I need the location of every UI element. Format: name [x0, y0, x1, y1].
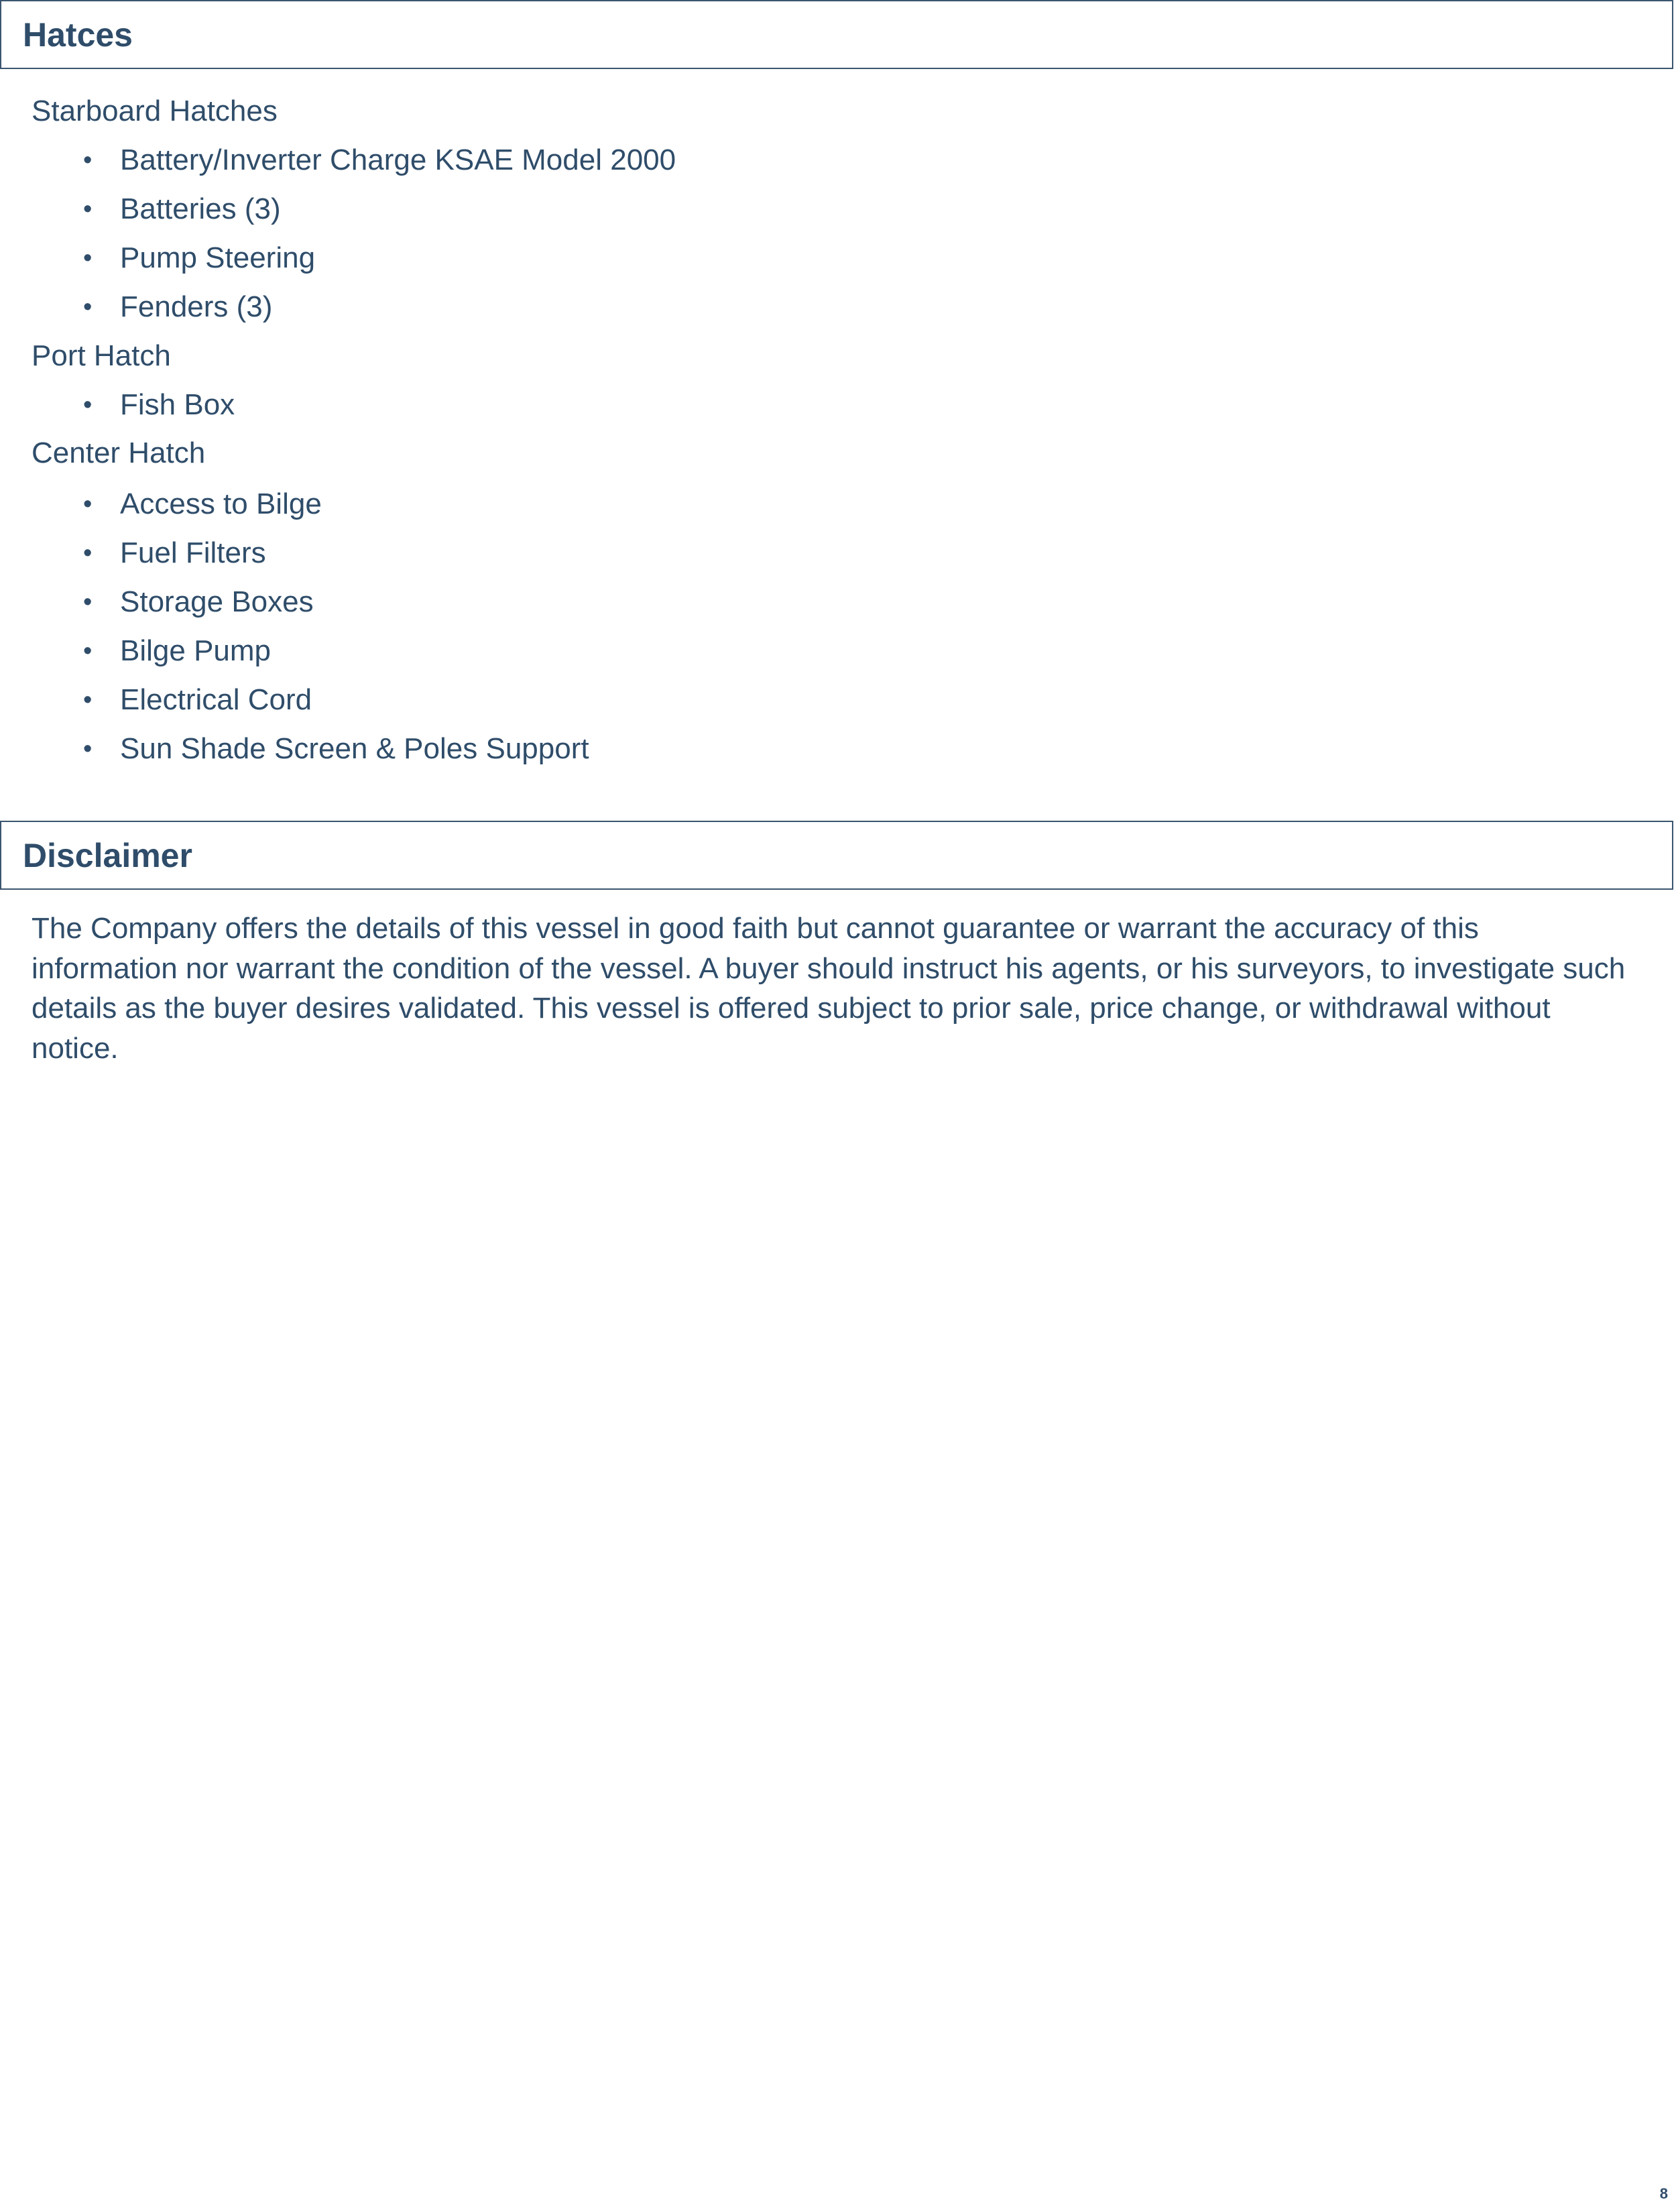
bullet-icon: • [83, 293, 93, 321]
center-hatch-label: Center Hatch [32, 436, 206, 469]
bullet-icon: • [83, 490, 93, 518]
center-hatch-list [0, 485, 589, 779]
list-item-text: Bilge Pump [120, 634, 272, 667]
disclaimer-title: Disclaimer [23, 836, 192, 874]
list-item [0, 485, 589, 534]
list-item-text: Storage Boxes [120, 585, 314, 618]
bullet-icon: • [83, 539, 93, 567]
list-item-text: Battery/Inverter Charge KSAE Model 2000 [120, 143, 676, 176]
list-item [0, 681, 589, 730]
list-item-text: Pump Steering [120, 241, 316, 274]
starboard-hatches-label: Starboard Hatches [32, 95, 278, 127]
list-item [0, 534, 589, 583]
list-item-text: Batteries (3) [120, 192, 281, 225]
list-item [0, 141, 676, 190]
bullet-icon: • [83, 735, 93, 763]
hatches-section-header [0, 0, 1673, 69]
page-number: 8 [1659, 2185, 1668, 2202]
list-item-text: Fenders (3) [120, 290, 273, 323]
list-item-text: Fuel Filters [120, 536, 266, 569]
bullet-icon: • [83, 686, 93, 714]
list-item [0, 239, 676, 288]
list-item [0, 730, 589, 779]
port-hatch-list [0, 386, 235, 435]
bullet-icon: • [83, 637, 93, 665]
hatches-title: Hatces [23, 15, 133, 54]
list-item [0, 583, 589, 632]
list-item [0, 386, 235, 435]
bullet-icon: • [83, 195, 93, 223]
port-hatch-label: Port Hatch [32, 339, 171, 372]
list-item [0, 190, 676, 239]
bullet-icon: • [83, 391, 93, 419]
list-item-text: Sun Shade Screen & Poles Support [120, 732, 589, 765]
bullet-icon: • [83, 244, 93, 272]
list-item-text: Access to Bilge [120, 487, 322, 520]
list-item-text: Fish Box [120, 388, 235, 421]
disclaimer-section-header [0, 821, 1673, 890]
bullet-icon: • [83, 588, 93, 616]
starboard-hatches-list [0, 141, 676, 337]
bullet-icon: • [83, 146, 93, 174]
list-item-text: Electrical Cord [120, 683, 312, 716]
list-item [0, 288, 676, 337]
list-item [0, 632, 589, 681]
disclaimer-text: The Company offers the details of this vessel in good faith but cannot guarantee or warrant the accuracy of this information nor warrant the condition of the vessel. A buyer should instruct his agents, or his surveyors, to investigate such details as the buyer desires validated. This vessel is offered subject to prior sale, price change, or withdrawal without notice. [32, 912, 1626, 1065]
